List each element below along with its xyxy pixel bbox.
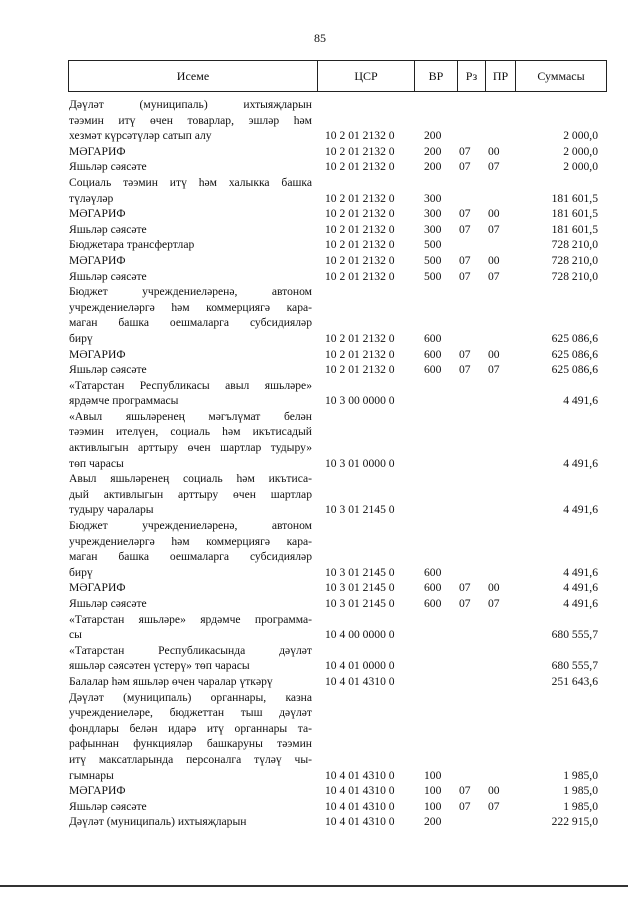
row-name-line: Яшьләр сәясәте	[69, 269, 147, 283]
row-vr: 200	[424, 129, 442, 143]
table-row	[0, 378, 640, 409]
table-row	[0, 674, 640, 690]
row-sum: 4 491,6	[563, 581, 598, 595]
row-name-line: Дәүләт (муниципаль) ихтыяҗларын	[69, 815, 247, 829]
row-sum: 181 601,5	[551, 207, 598, 221]
table-row	[0, 237, 640, 253]
row-name	[69, 580, 312, 596]
row-csr: 10 2 01 2132 0	[325, 129, 395, 143]
row-csr: 10 3 00 0000 0	[325, 394, 395, 408]
row-name-line: тудыру чаралары	[69, 503, 154, 517]
row-sum: 4 491,6	[563, 565, 598, 579]
row-name-line: итү максатларында персоналга түләү чы-	[69, 752, 312, 766]
row-pr: 00	[488, 581, 500, 595]
row-vr: 200	[424, 160, 442, 174]
row-sum: 728 210,0	[551, 269, 598, 283]
row-name-line: Авыл яшьләренең социаль һәм икътиса-	[69, 472, 312, 486]
row-csr: 10 2 01 2132 0	[325, 269, 395, 283]
row-rz: 07	[459, 207, 471, 221]
row-pr: 07	[488, 269, 500, 283]
row-vr: 200	[424, 815, 442, 829]
row-name-line: Бюджет учреждениеләренә, автоном	[69, 519, 312, 533]
row-sum: 728 210,0	[551, 238, 598, 252]
table-row	[0, 253, 640, 269]
row-rz: 07	[459, 144, 471, 158]
row-vr: 300	[424, 222, 442, 236]
row-name	[69, 471, 312, 518]
row-name-line: маган башка оешмаларга субсидияләр	[69, 550, 312, 564]
row-name-line: активлыгын арттыру өчен шартлар тудыру»	[69, 441, 312, 455]
row-rz: 07	[459, 597, 471, 610]
table-row	[0, 690, 640, 784]
row-name	[69, 814, 312, 830]
row-csr: 10 2 01 2132 0	[325, 253, 395, 267]
header-rz: Рз	[457, 61, 485, 91]
row-name	[69, 799, 312, 815]
row-name-line: Балалар һәм яшьләр өчен чаралар үткәрү	[69, 674, 273, 688]
table-row	[0, 409, 640, 471]
row-name-line: бирү	[69, 331, 93, 345]
row-csr: 10 4 01 4310 0	[325, 799, 395, 813]
table-row	[0, 175, 640, 206]
row-sum: 1 985,0	[563, 768, 598, 782]
row-name	[69, 362, 312, 378]
row-name-line: рафыннан функцияләр башкаруны тәэмин	[69, 737, 312, 751]
row-name-line: «Татарстан Республикасы авыл яшьләре»	[69, 378, 312, 392]
row-sum: 181 601,5	[551, 191, 598, 205]
row-sum: 625 086,6	[551, 347, 598, 361]
header-name: Исеме	[176, 69, 210, 83]
row-name-line: Яшьләр сәясәте	[69, 160, 147, 174]
row-vr: 500	[424, 253, 442, 267]
row-rz: 07	[459, 222, 471, 236]
row-name	[69, 237, 312, 253]
row-name-line: МӘГАРИФ	[69, 347, 126, 361]
row-rz: 07	[459, 253, 471, 267]
bottom-rule	[0, 885, 628, 887]
row-vr: 500	[424, 238, 442, 252]
row-name-line: Яшьләр сәясәте	[69, 363, 147, 377]
row-csr: 10 4 01 0000 0	[325, 659, 395, 673]
row-csr: 10 2 01 2132 0	[325, 238, 395, 252]
row-csr: 10 3 01 2145 0	[325, 597, 395, 610]
row-sum: 1 985,0	[563, 799, 598, 813]
row-name-line: МӘГАРИФ	[69, 207, 126, 221]
row-rz: 07	[459, 784, 471, 798]
row-name	[69, 674, 312, 690]
row-name	[69, 144, 312, 160]
row-name	[69, 378, 312, 409]
table-row	[0, 518, 640, 580]
row-name-line: яшьләр сәясәтен үстерү» төп чарасы	[69, 659, 250, 673]
row-sum: 181 601,5	[551, 222, 598, 236]
row-sum: 222 915,0	[551, 815, 598, 829]
row-csr: 10 3 01 2145 0	[325, 503, 395, 517]
row-name-line: Дәүләт (муниципаль) органнары, казна	[69, 690, 312, 704]
table-row	[0, 580, 640, 596]
row-csr: 10 4 01 4310 0	[325, 768, 395, 782]
row-vr: 600	[424, 581, 442, 595]
row-pr: 00	[488, 207, 500, 221]
row-pr: 07	[488, 160, 500, 174]
row-name	[69, 690, 312, 784]
row-rz: 07	[459, 799, 471, 813]
row-vr: 600	[424, 347, 442, 361]
row-name	[69, 206, 312, 222]
row-name-line: «Авыл яшьләренең мәгълүмат белән	[69, 409, 312, 423]
table-row	[0, 269, 640, 285]
row-pr: 07	[488, 222, 500, 236]
table-row	[0, 97, 640, 144]
row-pr: 07	[488, 597, 500, 610]
row-name-line: Социаль тәэмин итү һәм халыкка башка	[69, 175, 312, 189]
row-csr: 10 2 01 2132 0	[325, 144, 395, 158]
row-sum: 4 491,6	[563, 456, 598, 470]
row-name	[69, 284, 312, 346]
row-name-line: МӘГАРИФ	[69, 253, 126, 267]
table-row	[0, 362, 640, 378]
row-csr: 10 4 00 0000 0	[325, 628, 395, 642]
table-row	[0, 222, 640, 238]
row-rz: 07	[459, 347, 471, 361]
row-name-line: МӘГАРИФ	[69, 784, 126, 798]
table-row	[0, 799, 640, 815]
row-sum: 1 985,0	[563, 784, 598, 798]
row-rz: 07	[459, 581, 471, 595]
row-name	[69, 175, 312, 206]
row-name	[69, 409, 312, 471]
row-name-line: «Татарстан яшьләре» ярдәмче программа-	[69, 612, 312, 626]
row-vr: 600	[424, 597, 442, 610]
page-number: 85	[314, 31, 326, 45]
header-sum: Суммасы	[515, 61, 606, 91]
row-vr: 500	[424, 269, 442, 283]
row-name-line: Дәүләт (муниципаль) ихтыяҗларын	[69, 98, 312, 111]
row-sum: 728 210,0	[551, 253, 598, 267]
row-sum: 625 086,6	[551, 363, 598, 377]
row-name-line: бирү	[69, 565, 93, 579]
row-name-line: дый активлыгын арттыру өчен шартлар	[69, 487, 312, 501]
row-csr: 10 2 01 2132 0	[325, 347, 395, 361]
row-sum: 680 555,7	[551, 659, 598, 673]
row-name-line: гымнары	[69, 768, 114, 782]
header-csr: ЦСР	[317, 61, 414, 91]
row-name-line: маган башка оешмаларга субсидияләр	[69, 316, 312, 330]
row-name-line: МӘГАРИФ	[69, 144, 126, 158]
table-row	[0, 643, 640, 674]
table-row	[0, 596, 640, 612]
row-name	[69, 269, 312, 285]
row-name-line: Яшьләр сәясәте	[69, 799, 147, 813]
row-rz: 07	[459, 269, 471, 283]
table-row	[0, 284, 640, 346]
row-sum: 4 491,6	[563, 394, 598, 408]
row-sum: 680 555,7	[551, 628, 598, 642]
row-name-line: хезмәт күрсәтүләр сатып алу	[69, 129, 212, 143]
row-name	[69, 596, 312, 612]
row-name-line: Яшьләр сәясәте	[69, 597, 147, 610]
row-vr: 100	[424, 768, 442, 782]
row-csr: 10 2 01 2132 0	[325, 207, 395, 221]
row-vr: 600	[424, 363, 442, 377]
row-name	[69, 253, 312, 269]
row-vr: 600	[424, 331, 442, 345]
table-row	[0, 159, 640, 175]
row-sum: 2 000,0	[563, 144, 598, 158]
row-sum: 625 086,6	[551, 331, 598, 345]
row-csr: 10 4 01 4310 0	[325, 815, 395, 829]
row-name-line: тәэмин ителүен, социаль һәм икътисадый	[69, 425, 312, 439]
row-name	[69, 222, 312, 238]
row-rz: 07	[459, 160, 471, 174]
row-sum: 2 000,0	[563, 160, 598, 174]
row-name-line: ярдәмче программасы	[69, 394, 179, 408]
row-name-line: учреждениеләргә һәм коммерциягә кара-	[69, 300, 312, 314]
row-name-line: Бюджетара трансфертлар	[69, 238, 195, 252]
row-name-line: түләүләр	[69, 191, 114, 205]
row-name-line: Яшьләр сәясәте	[69, 222, 147, 236]
row-sum: 251 643,6	[551, 674, 598, 688]
table-body	[0, 97, 640, 830]
row-csr: 10 2 01 2132 0	[325, 160, 395, 174]
row-name	[69, 783, 312, 799]
row-csr: 10 3 01 2145 0	[325, 581, 395, 595]
row-pr: 00	[488, 144, 500, 158]
table-row	[0, 144, 640, 160]
row-sum: 4 491,6	[563, 503, 598, 517]
row-vr: 300	[424, 207, 442, 221]
row-vr: 300	[424, 191, 442, 205]
row-name-line: Бюджет учреждениеләренә, автоном	[69, 285, 312, 299]
row-sum: 4 491,6	[563, 597, 598, 610]
table-row	[0, 612, 640, 643]
table-row	[0, 471, 640, 518]
table-header	[68, 60, 607, 92]
header-pr: ПР	[485, 61, 515, 91]
row-name	[69, 159, 312, 175]
row-vr: 100	[424, 784, 442, 798]
row-name-line: учреждениеләре, бюджеттан тыш дәүләт	[69, 706, 312, 720]
row-name	[69, 97, 312, 144]
row-name-line: МӘГАРИФ	[69, 581, 126, 595]
row-pr: 00	[488, 784, 500, 798]
row-pr: 07	[488, 799, 500, 813]
row-csr: 10 3 01 0000 0	[325, 456, 395, 470]
row-vr: 600	[424, 565, 442, 579]
header-vr: ВР	[414, 61, 457, 91]
table-row	[0, 783, 640, 799]
row-name-line: фондлары белән идарә итү органнары та-	[69, 721, 312, 735]
row-name	[69, 518, 312, 580]
row-name-line: учреждениеләргә һәм коммерциягә кара-	[69, 534, 312, 548]
row-name	[69, 612, 312, 643]
table-row	[0, 347, 640, 363]
row-csr: 10 3 01 2145 0	[325, 565, 395, 579]
row-name-line: төп чарасы	[69, 456, 124, 470]
row-rz: 07	[459, 363, 471, 377]
row-vr: 100	[424, 799, 442, 813]
row-pr: 00	[488, 347, 500, 361]
row-csr: 10 2 01 2132 0	[325, 363, 395, 377]
row-csr: 10 2 01 2132 0	[325, 331, 395, 345]
row-sum: 2 000,0	[563, 129, 598, 143]
row-name-line: «Татарстан Республикасында дәүләт	[69, 643, 312, 657]
row-pr: 07	[488, 363, 500, 377]
row-name	[69, 643, 312, 674]
row-csr: 10 4 01 4310 0	[325, 784, 395, 798]
row-name-line: сы	[69, 628, 82, 642]
row-vr: 200	[424, 144, 442, 158]
table-row	[0, 814, 640, 830]
row-pr: 00	[488, 253, 500, 267]
row-csr: 10 2 01 2132 0	[325, 222, 395, 236]
row-csr: 10 2 01 2132 0	[325, 191, 395, 205]
table-row	[0, 206, 640, 222]
row-csr: 10 4 01 4310 0	[325, 674, 395, 688]
row-name	[69, 347, 312, 363]
row-name-line: тәэмин итү өчен товарлар, эшләр һәм	[69, 113, 312, 127]
